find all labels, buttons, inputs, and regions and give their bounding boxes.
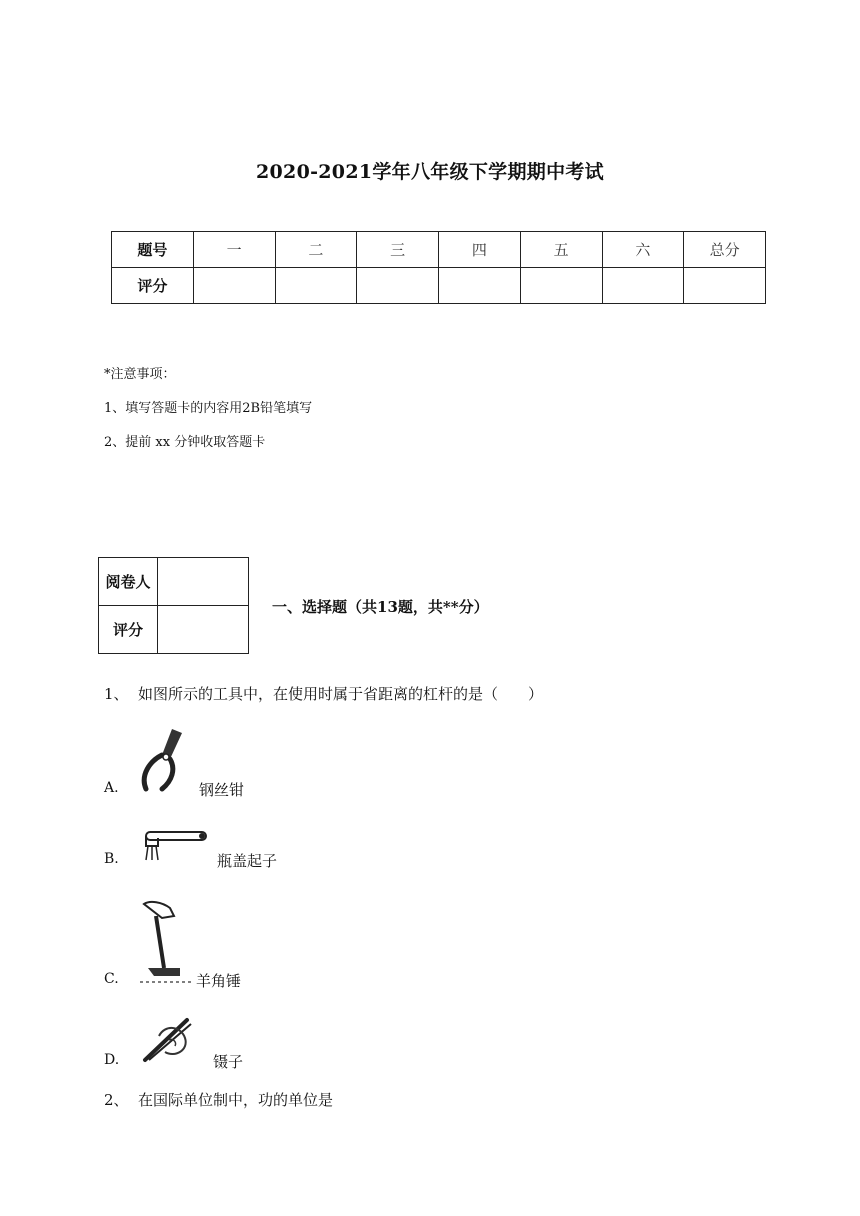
question-1-number: 1、: [104, 685, 129, 703]
score-table-col-1: 一: [193, 232, 275, 268]
score-table-col-5: 五: [520, 232, 602, 268]
grader-reader-label: 阅卷人: [99, 558, 158, 606]
question-2-number: 2、: [104, 1091, 129, 1109]
question-1: [104, 683, 543, 704]
option-d-letter: D.: [104, 1052, 120, 1068]
score-cell: [439, 268, 521, 304]
option-d-label: 镊子: [213, 1053, 244, 1071]
grader-score-field: [158, 606, 249, 654]
option-a-label: 钢丝钳: [199, 781, 245, 799]
score-cell: [357, 268, 439, 304]
page-title: 2020-2021学年八年级下学期期中考试: [256, 161, 604, 183]
option-b-label: 瓶盖起子: [217, 852, 278, 870]
note-item-2: 2、提前 xx 分钟收取答题卡: [104, 435, 266, 450]
question-2: [104, 1089, 333, 1110]
option-b-letter: B.: [104, 851, 119, 867]
score-table-col-2: 二: [275, 232, 357, 268]
section-title: 一、选择题（共13题，共**分）: [272, 598, 489, 616]
option-c-label: 羊角锤: [196, 972, 242, 990]
score-table-col-total: 总分: [684, 232, 766, 268]
bottle-opener-icon: [140, 826, 212, 864]
grader-box: [98, 557, 249, 654]
notes-heading: *注意事项：: [104, 367, 176, 382]
score-cell: [520, 268, 602, 304]
option-c-letter: C.: [104, 971, 119, 987]
score-table: [111, 231, 766, 304]
score-cell: [684, 268, 766, 304]
option-a-letter: A.: [104, 780, 119, 796]
score-table-header-label: 题号: [112, 232, 194, 268]
grader-score-label: 评分: [99, 606, 158, 654]
note-item-1: 1、填写答题卡的内容用2B铅笔填写: [104, 401, 313, 416]
grader-reader-field: [158, 558, 249, 606]
tweezers-icon: [135, 1014, 207, 1066]
score-table-col-3: 三: [357, 232, 439, 268]
score-cell: [602, 268, 684, 304]
claw-hammer-icon: [134, 898, 196, 988]
score-cell: [193, 268, 275, 304]
question-1-text: 如图所示的工具中，在使用时属于省距离的杠杆的是（ ）: [138, 685, 544, 703]
question-2-text: 在国际单位制中，功的单位是: [138, 1091, 334, 1109]
score-cell: [275, 268, 357, 304]
score-table-col-6: 六: [602, 232, 684, 268]
pliers-icon: [132, 725, 190, 795]
score-table-score-label: 评分: [112, 268, 194, 304]
score-table-col-4: 四: [439, 232, 521, 268]
score-table-score-row: [112, 268, 766, 304]
score-table-header-row: [112, 232, 766, 268]
